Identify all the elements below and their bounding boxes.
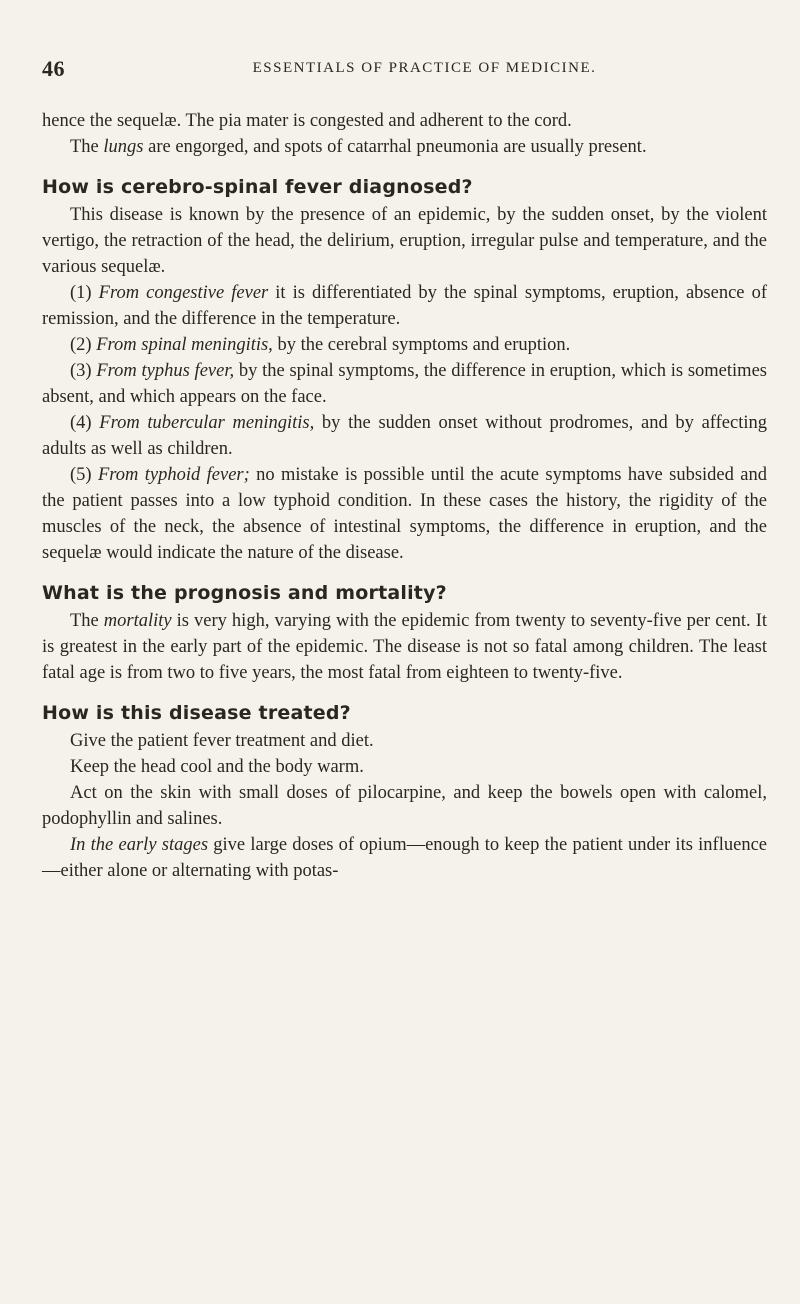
item-number: (1): [70, 283, 99, 303]
intro-paragraph: hence the sequelæ. The pia mater is congested and adherent to the cord.: [42, 111, 572, 131]
page-number: 46: [42, 56, 65, 81]
treatment-heading: How is this disease treated?: [42, 702, 351, 724]
item-term: From typhus fever,: [96, 361, 235, 381]
term-lungs: lungs: [103, 137, 144, 157]
diagnosis-item: [42, 462, 767, 566]
item-term: From spinal meningitis,: [96, 335, 273, 355]
item-text: by the spinal symptoms, the difference in eruption, which is sometimes absent, and which appears on the face.: [42, 361, 767, 407]
diagnosis-item: [42, 410, 767, 462]
diagnosis-heading: How is cerebro-spinal fever diagnosed?: [42, 176, 473, 198]
lungs-paragraph: [42, 134, 767, 160]
running-title: ESSENTIALS OF PRACTICE OF MEDICINE.: [252, 60, 597, 76]
text-run: give large doses of opium—enough to keep the patient under its influence—either alone or alternating with potas-: [42, 835, 767, 881]
prognosis-paragraph: [42, 608, 767, 686]
item-text: by the sudden onset without prodromes, and by affecting adults as well as children.: [42, 413, 768, 459]
term-early-stages: In the early stages: [70, 835, 209, 855]
item-term: From congestive fever: [98, 283, 269, 303]
term-mortality: mortality: [103, 611, 172, 631]
item-number: (2): [70, 335, 97, 355]
running-head: [42, 56, 767, 86]
prognosis-heading: What is the prognosis and mortality?: [42, 582, 447, 604]
diagnosis-item: [42, 280, 767, 332]
diagnosis-lead: This disease is known by the presence of an epidemic, by the sudden onset, by the violent vertigo, the retraction of the head, the delirium, eruption, irregular pulse and temperature, and the various sequelæ.: [42, 205, 767, 277]
text-run: is very high, varying with the epidemic from twenty to seventy-five per cent. It is greatest in the early part of the epidemic. The disease is not so fatal among children. The least fatal age is from two to five years, the most fatal from eighteen to twenty-five.: [42, 611, 768, 683]
treatment-paragraph: Act on the skin with small doses of pilocarpine, and keep the bowels open with calomel, podophyllin and salines.: [42, 783, 767, 829]
text-run: are engorged, and spots of catarrhal pneumonia are usually present.: [143, 137, 647, 157]
item-text: no mistake is possible until the acute symptoms have subsided and the patient passes into a low typhoid condition. In these cases the history, the rigidity of the muscles of the neck, the absence of intestinal symptoms, the difference in eruption, and the sequelæ would indicate the nature of the disease.: [42, 465, 767, 563]
diagnosis-item: [42, 332, 767, 358]
text-run: The: [70, 137, 104, 157]
item-text: it is differentiated by the spinal symptoms, eruption, absence of remission, and the difference in the temperature.: [42, 283, 767, 329]
item-number: (4): [70, 413, 100, 433]
page-content: [42, 108, 767, 884]
treatment-paragraph: [42, 832, 767, 884]
diagnosis-item: [42, 358, 767, 410]
treatment-paragraph: Give the patient fever treatment and diet.: [70, 731, 374, 751]
treatment-paragraph: Keep the head cool and the body warm.: [70, 757, 364, 777]
item-number: (5): [70, 465, 98, 485]
item-term: From typhoid fever;: [97, 465, 250, 485]
item-term: From tubercular meningitis,: [99, 413, 315, 433]
item-number: (3): [70, 361, 97, 381]
text-run: The: [70, 611, 104, 631]
item-text: by the cerebral symptoms and eruption.: [272, 335, 571, 355]
